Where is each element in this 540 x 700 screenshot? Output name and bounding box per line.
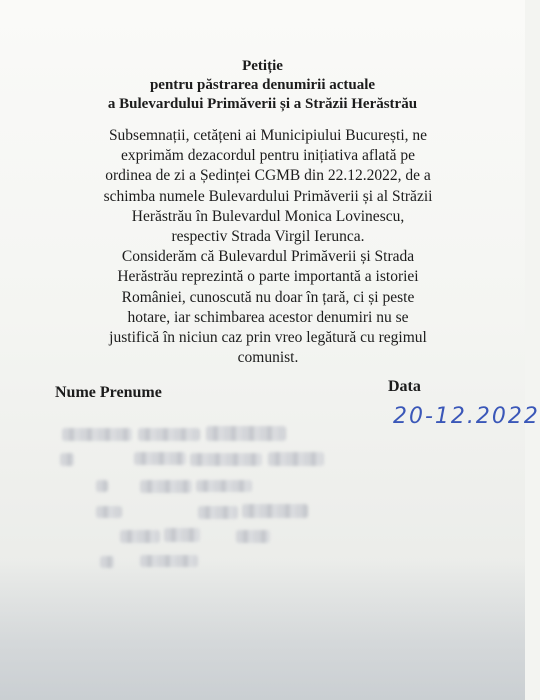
body-line: exprimăm dezacordul pentru inițiativa aflată pe xyxy=(121,147,415,165)
redacted-entry xyxy=(60,453,74,466)
redacted-entry xyxy=(138,428,200,441)
redacted-entry xyxy=(140,555,198,567)
body-line: Herăstrău în Bulevardul Monica Lovinescu, xyxy=(131,207,405,225)
body-line: Considerăm că Bulevardul Primăverii și Strada xyxy=(121,248,415,266)
body-line: ordinea de zi a Ședinței CGMB din 22.12.2022, de a xyxy=(105,167,431,185)
redacted-entry xyxy=(206,426,286,441)
redacted-entry xyxy=(134,452,186,465)
redacted-entry xyxy=(242,504,308,518)
petition-title-block xyxy=(0,57,525,114)
redacted-entry xyxy=(190,453,262,466)
petition-title: Petiție xyxy=(242,58,283,74)
redacted-entry xyxy=(196,480,252,492)
body-line: comunist. xyxy=(237,349,299,367)
paper-shadow xyxy=(0,560,525,700)
body-line: României, cunoscută nu doar în țară, ci și peste xyxy=(121,288,415,306)
body-line: respectiv Strada Virgil Ierunca. xyxy=(171,228,365,246)
redacted-entry xyxy=(62,428,132,441)
petition-body xyxy=(58,126,478,368)
handwritten-date: 20-12.2022 xyxy=(393,404,540,429)
redacted-entry xyxy=(120,530,160,543)
petition-subtitle-line-2: a Bulevardului Primăverii și a Străzii Herăstrău xyxy=(107,96,418,112)
body-line: schimba numele Bulevardului Primăverii și al Străzii xyxy=(103,187,433,205)
body-line: justifică în niciun caz prin vreo legătură cu regimul xyxy=(109,329,427,347)
redacted-entry xyxy=(198,506,238,519)
redacted-entry xyxy=(96,506,122,518)
redacted-entry xyxy=(236,530,270,543)
redacted-entry xyxy=(164,528,200,542)
body-line: Subsemnații, cetățeni ai Municipiului București, ne xyxy=(108,127,428,144)
redacted-entry xyxy=(268,452,324,466)
name-column-header: Nume Prenume xyxy=(55,384,162,401)
petition-subtitle-line-1: pentru păstrarea denumirii actuale xyxy=(149,77,376,93)
body-line: hotare, iar schimbarea acestor denumiri nu se xyxy=(127,308,409,326)
redacted-entry xyxy=(100,556,114,568)
body-line: Herăstrău reprezintă o parte importantă a istoriei xyxy=(117,268,419,286)
date-column-header: Data xyxy=(388,378,421,395)
redacted-entry xyxy=(140,480,192,493)
redacted-entry xyxy=(96,480,108,492)
